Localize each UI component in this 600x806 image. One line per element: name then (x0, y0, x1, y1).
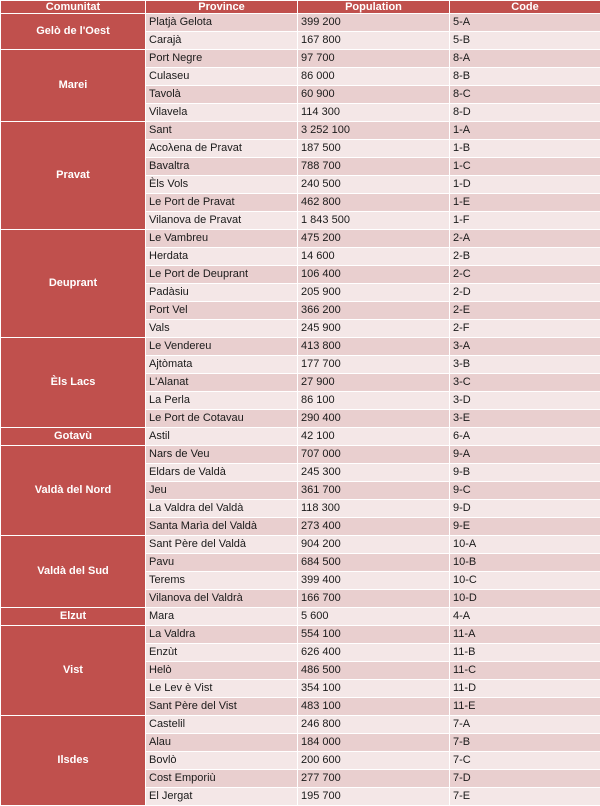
province-cell: Santa Marìa del Valdà (146, 518, 298, 536)
code-cell: 11-A (450, 626, 600, 644)
code-cell: 9-E (450, 518, 600, 536)
population-cell: 205 900 (298, 284, 450, 302)
population-cell: 240 500 (298, 176, 450, 194)
population-cell: 399 200 (298, 14, 450, 32)
province-cell: Carajà (146, 32, 298, 50)
province-cell: El Jergat (146, 788, 298, 806)
province-cell: Le Vambreu (146, 230, 298, 248)
population-cell: 177 700 (298, 356, 450, 374)
population-cell: 626 400 (298, 644, 450, 662)
table-row (1, 50, 600, 68)
population-cell: 60 900 (298, 86, 450, 104)
table-row (1, 536, 600, 554)
table-row (1, 608, 600, 626)
table-row (1, 338, 600, 356)
comunitat-cell: Èls Lacs (1, 338, 146, 428)
province-cell: La Perla (146, 392, 298, 410)
code-cell: 4-A (450, 608, 600, 626)
province-cell: Ajtòmata (146, 356, 298, 374)
population-cell: 86 100 (298, 392, 450, 410)
population-cell: 118 300 (298, 500, 450, 518)
population-cell: 788 700 (298, 158, 450, 176)
province-cell: Helò (146, 662, 298, 680)
province-cell: Jeu (146, 482, 298, 500)
population-cell: 707 000 (298, 446, 450, 464)
population-cell: 246 800 (298, 716, 450, 734)
table-row (1, 14, 600, 32)
province-cell: Alau (146, 734, 298, 752)
code-cell: 1-A (450, 122, 600, 140)
population-cell: 290 400 (298, 410, 450, 428)
code-cell: 10-D (450, 590, 600, 608)
code-cell: 2-F (450, 320, 600, 338)
code-cell: 9-C (450, 482, 600, 500)
population-cell: 86 000 (298, 68, 450, 86)
code-cell: 2-B (450, 248, 600, 266)
population-cell: 399 400 (298, 572, 450, 590)
province-cell: La Valdra (146, 626, 298, 644)
population-cell: 245 300 (298, 464, 450, 482)
code-cell: 6-A (450, 428, 600, 446)
province-cell: Èls Vols (146, 176, 298, 194)
province-cell: Port Negre (146, 50, 298, 68)
comunitat-cell: Marei (1, 50, 146, 122)
header-province: Province (146, 1, 298, 14)
code-cell: 3-E (450, 410, 600, 428)
population-cell: 42 100 (298, 428, 450, 446)
province-cell: Culaseu (146, 68, 298, 86)
code-cell: 9-A (450, 446, 600, 464)
code-cell: 11-B (450, 644, 600, 662)
province-cell: Cost Emporiù (146, 770, 298, 788)
population-cell: 366 200 (298, 302, 450, 320)
population-cell: 277 700 (298, 770, 450, 788)
code-cell: 3-B (450, 356, 600, 374)
table-body (1, 14, 600, 806)
table-row (1, 716, 600, 734)
header-population: Population (298, 1, 450, 14)
code-cell: 7-B (450, 734, 600, 752)
province-cell: Platjà Gelota (146, 14, 298, 32)
population-cell: 486 500 (298, 662, 450, 680)
code-cell: 1-B (450, 140, 600, 158)
province-cell: Le Port de Cotavau (146, 410, 298, 428)
province-cell: Vilanova de Pravat (146, 212, 298, 230)
population-cell: 684 500 (298, 554, 450, 572)
table-row (1, 626, 600, 644)
population-cell: 904 200 (298, 536, 450, 554)
population-cell: 1 843 500 (298, 212, 450, 230)
province-cell: Mara (146, 608, 298, 626)
province-cell: Herdata (146, 248, 298, 266)
province-cell: Sant Père del Valdà (146, 536, 298, 554)
comunitat-cell: Valdà del Sud (1, 536, 146, 608)
code-cell: 7-C (450, 752, 600, 770)
population-cell: 413 800 (298, 338, 450, 356)
table-row (1, 122, 600, 140)
code-cell: 8-D (450, 104, 600, 122)
province-cell: Le Port de Pravat (146, 194, 298, 212)
code-cell: 1-E (450, 194, 600, 212)
population-cell: 554 100 (298, 626, 450, 644)
code-cell: 7-E (450, 788, 600, 806)
code-cell: 8-C (450, 86, 600, 104)
population-cell: 167 800 (298, 32, 450, 50)
province-cell: L'Alanat (146, 374, 298, 392)
code-cell: 2-C (450, 266, 600, 284)
population-cell: 97 700 (298, 50, 450, 68)
comunitat-cell: Deuprant (1, 230, 146, 338)
province-cell: Padàsiu (146, 284, 298, 302)
province-cell: Nars de Veu (146, 446, 298, 464)
comunitat-cell: Vist (1, 626, 146, 716)
code-cell: 10-A (450, 536, 600, 554)
population-cell: 5 600 (298, 608, 450, 626)
province-cell: Le Vendereu (146, 338, 298, 356)
code-cell: 5-B (450, 32, 600, 50)
population-cell: 27 900 (298, 374, 450, 392)
code-cell: 1-C (450, 158, 600, 176)
province-cell: Tavolà (146, 86, 298, 104)
code-cell: 1-D (450, 176, 600, 194)
population-cell: 361 700 (298, 482, 450, 500)
province-cell: Pavu (146, 554, 298, 572)
comunitat-cell: Valdà del Nord (1, 446, 146, 536)
province-cell: Castelil (146, 716, 298, 734)
code-cell: 11-C (450, 662, 600, 680)
comunitat-cell: Ilsdes (1, 716, 146, 806)
code-cell: 3-C (450, 374, 600, 392)
code-cell: 5-A (450, 14, 600, 32)
province-cell: Vals (146, 320, 298, 338)
population-cell: 354 100 (298, 680, 450, 698)
province-cell: Terems (146, 572, 298, 590)
population-cell: 184 000 (298, 734, 450, 752)
code-cell: 10-B (450, 554, 600, 572)
province-cell: Acoλena de Pravat (146, 140, 298, 158)
code-cell: 3-A (450, 338, 600, 356)
province-cell: Astil (146, 428, 298, 446)
code-cell: 7-D (450, 770, 600, 788)
province-cell: La Valdra del Valdà (146, 500, 298, 518)
comunitat-cell: Elzut (1, 608, 146, 626)
population-cell: 195 700 (298, 788, 450, 806)
header-comunitat: Comunitat (1, 1, 146, 14)
code-cell: 11-D (450, 680, 600, 698)
population-cell: 14 600 (298, 248, 450, 266)
code-cell: 3-D (450, 392, 600, 410)
province-cell: Enzùt (146, 644, 298, 662)
province-cell: Port Vel (146, 302, 298, 320)
code-cell: 9-D (450, 500, 600, 518)
population-cell: 187 500 (298, 140, 450, 158)
comunitat-cell: Pravat (1, 122, 146, 230)
province-cell: Vilanova del Valdrà (146, 590, 298, 608)
comunitat-cell: Gotavù (1, 428, 146, 446)
code-cell: 7-A (450, 716, 600, 734)
code-cell: 2-A (450, 230, 600, 248)
population-cell: 462 800 (298, 194, 450, 212)
code-cell: 11-E (450, 698, 600, 716)
population-cell: 483 100 (298, 698, 450, 716)
province-cell: Eldars de Valdà (146, 464, 298, 482)
population-cell: 245 900 (298, 320, 450, 338)
table-row (1, 230, 600, 248)
code-cell: 8-A (450, 50, 600, 68)
code-cell: 1-F (450, 212, 600, 230)
header-row (1, 1, 600, 14)
table-row (1, 428, 600, 446)
comunitat-cell: Gelò de l'Oest (1, 14, 146, 50)
code-cell: 10-C (450, 572, 600, 590)
population-cell: 166 700 (298, 590, 450, 608)
province-cell: Le Port de Deuprant (146, 266, 298, 284)
population-cell: 200 600 (298, 752, 450, 770)
code-cell: 2-E (450, 302, 600, 320)
population-cell: 3 252 100 (298, 122, 450, 140)
population-cell: 106 400 (298, 266, 450, 284)
province-cell: Vilavela (146, 104, 298, 122)
header-code: Code (450, 1, 600, 14)
province-cell: Bavaltra (146, 158, 298, 176)
code-cell: 8-B (450, 68, 600, 86)
population-cell: 114 300 (298, 104, 450, 122)
province-cell: Bovlò (146, 752, 298, 770)
table-row (1, 446, 600, 464)
code-cell: 2-D (450, 284, 600, 302)
population-cell: 475 200 (298, 230, 450, 248)
population-cell: 273 400 (298, 518, 450, 536)
code-cell: 9-B (450, 464, 600, 482)
province-cell: Sant Père del Vist (146, 698, 298, 716)
province-cell: Sant (146, 122, 298, 140)
province-cell: Le Lev è Vist (146, 680, 298, 698)
